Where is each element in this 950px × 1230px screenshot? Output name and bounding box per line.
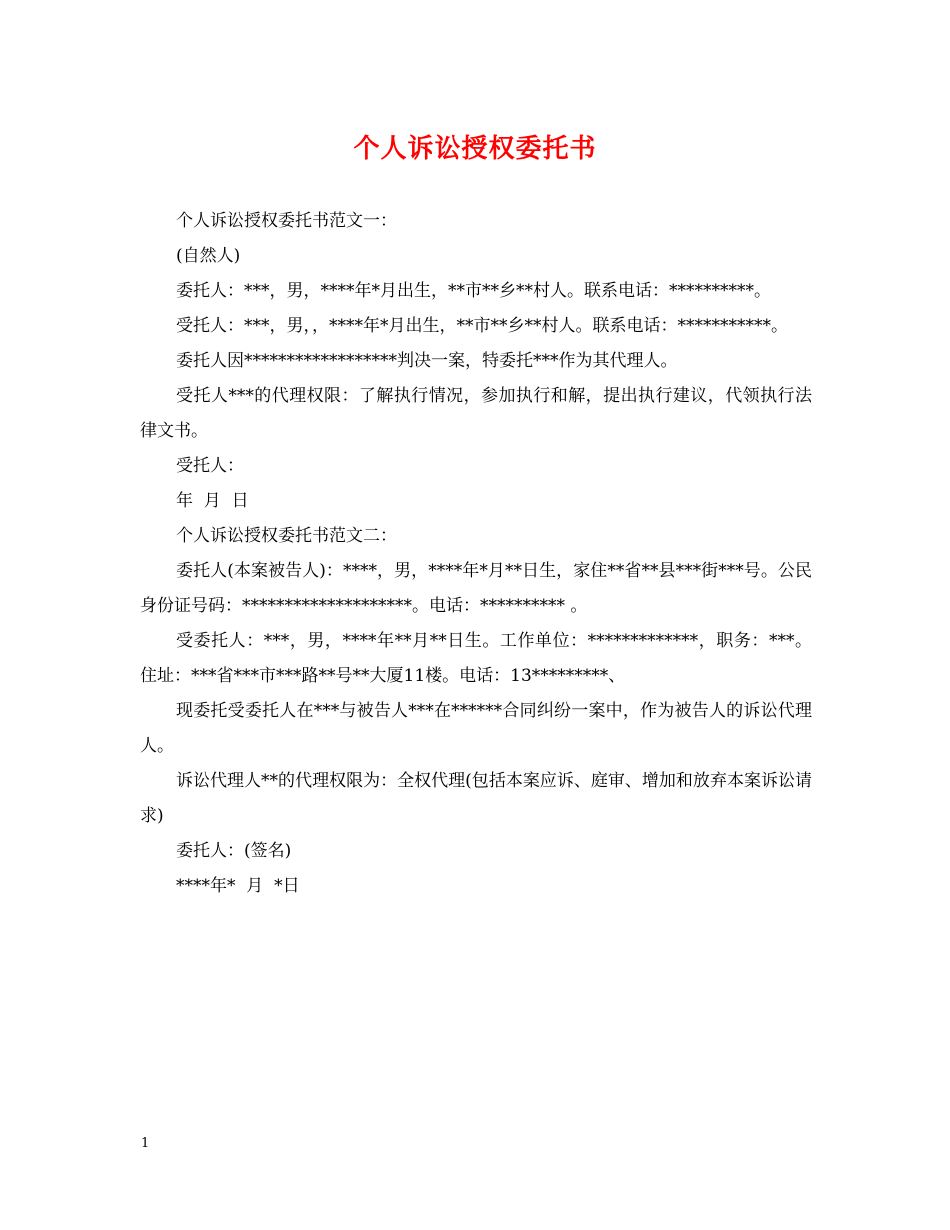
paragraph-natural-person: (自然人) xyxy=(176,246,241,266)
paragraph-agent: 受托人：***，男，，****年*月出生，**市**乡**村人。联系电话：***********。 xyxy=(176,316,788,336)
document-title: 个人诉讼授权委托书 xyxy=(353,134,597,164)
paragraph-litigation-authority: 诉讼代理人**的代理权限为：全权代理(包括本案应诉、庭审、增加和放弃本案诉讼请求) xyxy=(140,771,812,826)
paragraph-sample-two-heading: 个人诉讼授权委托书范文二： xyxy=(176,526,397,546)
paragraph-entrustment: 现委托受委托人在***与被告人***在******合同纠纷一案中，作为被告人的诉讼代理人。 xyxy=(140,701,812,756)
paragraph-agent-signature: 受托人： xyxy=(176,456,244,476)
document-body xyxy=(140,204,812,904)
paragraph-principal-defendant: 委托人(本案被告人)：****，男，****年*月**日生，家住**省**县***街***号。公民身份证号码：********************。电话：********** 。 xyxy=(140,561,812,616)
page-number: 1 xyxy=(141,1136,150,1151)
paragraph-date-blank: 年 月 日 xyxy=(176,491,249,511)
paragraph-agent-authority: 受托人***的代理权限：了解执行情况，参加执行和解，提出执行建议，代领执行法律文书。 xyxy=(140,386,812,441)
paragraph-entrusted-agent: 受委托人：***，男，****年**月**日生。工作单位：*************，职务：***。住址：***省***市***路**号**大厦11楼。电话：13*********、 xyxy=(140,631,812,686)
paragraph-case: 委托人因******************判决一案，特委托***作为其代理人。 xyxy=(176,351,678,371)
paragraph-sign-date: ****年* 月 *日 xyxy=(176,876,300,896)
paragraph-principal: 委托人：***，男，****年*月出生，**市**乡**村人。联系电话：**********。 xyxy=(176,281,771,301)
paragraph-principal-signature: 委托人：(签名) xyxy=(176,841,292,861)
paragraph-sample-one-heading: 个人诉讼授权委托书范文一： xyxy=(176,211,397,231)
